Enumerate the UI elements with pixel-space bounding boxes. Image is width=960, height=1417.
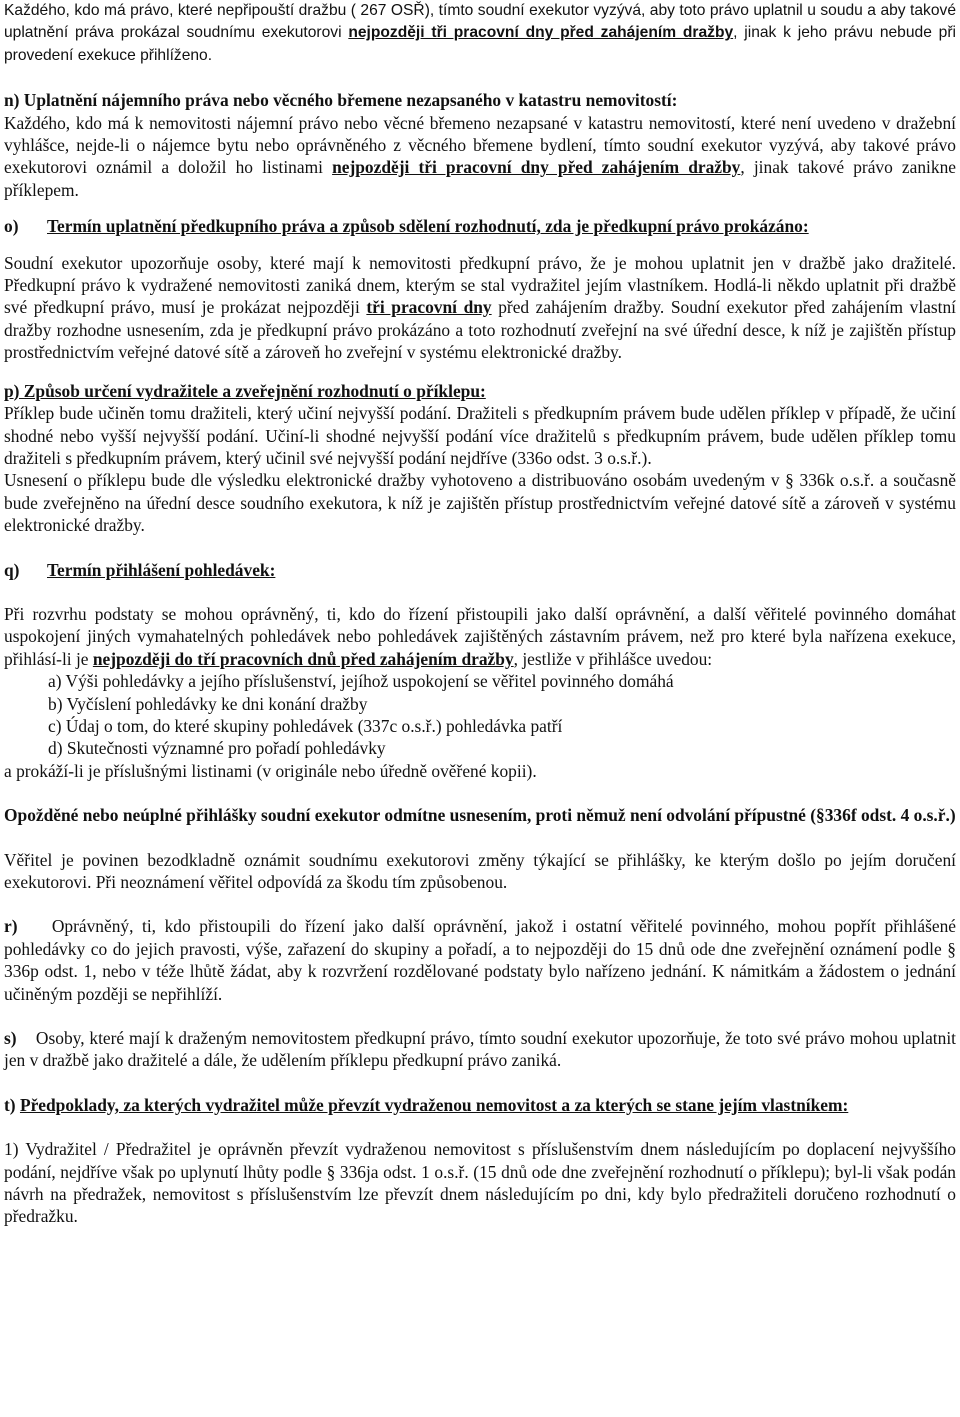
list-item: c) Údaj o tom, do které skupiny pohledávek (337c o.s.ř.) pohledávka patří [48,715,563,736]
section-o-heading [4,215,956,237]
section-title: Předpoklady, za kterých vydražitel může převzít vydraženou nemovitost a za kterých se stane jejím vlastníkem: [19,1094,849,1115]
section-t-paragraph-1: 1) Vydražitel / Předražitel je oprávněn převzít vydraženou nemovitost s příslušenstvím dnem následujícím po doplacení nejvyššího podání, nejdříve však po uplynutí lhůty podle § 336ja odst. 1 o.s.ř. (15 dnů ode dne zveřejnění rozhodnutí o příklepu); byl-li však podán návrh na předražek, nemovitost s příslušenstvím lze převzít dnem následujícím po dni, kdy bylo předražiteli doručeno rozhodnutí o předražku. [4,1139,956,1227]
text-run: Každého, kdo má k nemovitosti nájemní právo nebo věcné břemeno nezapsané v katastru nemovitostí, které není uvedeno v dražební vyhlášce, nejde-li o nájemce bytu nebo oprávněného z věcného břemene bydlení, tímto soudní exekutor vyzývá, aby takové právo exekutorovi oznámil a doložil ho listinami [4,112,956,178]
section-label: r) [4,916,18,937]
text-run: Každého, kdo má právo, které nepřipouští dražbu ( 267 OSŘ), tímto soudní exekutor vyzývá, aby toto právo uplatnil u soudu a aby takové uplatnění práva prokázal soudnímu exekutorovi [4,2,956,42]
section-q-paragraph [4,603,956,670]
list-item: b) Vyčíslení pohledávky ke dni konání dražby [48,693,368,714]
section-label: q) [4,559,20,580]
text-run: před zahájením dražby. Soudní exekutor před zahájením vlastní dražby rozhodne usnesením, zda je předkupní právo prokázáno a toto rozhodnutí zveřejní na své úřední desce, k níž je zajištěn přístup prostřednictvím veřejné datové sítě a zároveň ho zveřejní v systému elektronické dražby. [4,297,957,363]
section-r-paragraph [4,915,960,1005]
section-m-paragraph [4,0,956,67]
list-item: a) Výši pohledávky a jejího příslušenství, jejíhož uspokojení se věřitel povinného domáhá [48,671,674,692]
deadline-emphasis: nejpozději do tří pracovních dnů před zahájením dražby [92,648,514,669]
section-p-heading: p) Způsob určení vydražitele a zveřejnění rozhodnutí o příklepu: [4,380,486,401]
text-run: Soudní exekutor upozorňuje osoby, které mají k nemovitosti předkupní právo, že je mohou uplatnit jen v dražbě jako dražitelé. Předkupní právo k vydražené nemovitosti zaniká dnem, kterým se stal vydražitel jejím vlastníkem. Hodlá-li někdo uplatnit při dražbě své předkupní právo, musí je prokázat nejpozději [4,252,956,318]
text-run: , jinak k jeho právu nebude při provedení exekuce přihlíženo. [4,24,956,64]
section-p-paragraph-2: Usnesení o příklepu bude dle výsledku elektronické dražby vyhotoveno a distribuováno osobám uvedeným v § 336k o.s.ř. a současně bude zveřejněno na úřední desce soudního exekutora, k níž je zajištěn přístup prostřednictvím veřejné datové sítě a zároveň v systému elektronické dražby. [4,470,956,536]
text-run: , jinak takové právo zanikne příklepem. [4,157,956,200]
section-label: t) [4,1094,16,1115]
claim-requirements-list [4,670,956,760]
deadline-emphasis: tři pracovní dny [366,297,492,318]
creditor-duty-paragraph: Věřitel je povinen bezodkladně oznámit soudnímu exekutorovi změny týkající se přihlášky, ke kterým došlo po jejím doručení exekutorovi. Při neoznámení věřitel odpovídá za škodu tím způsobenou. [4,849,956,892]
deadline-emphasis: nejpozději tři pracovní dny před zahájením dražby [332,157,741,178]
list-item: d) Skutečnosti významné pro pořadí pohledávky [48,738,386,759]
text-run: Oprávněný, ti, kdo přistoupili do řízení jako další oprávnění, jakož i ostatní věřitelé povinného, mohou popřít přihlášené pohledávky co do jejich pravosti, výše, zařazení do skupiny a pořadí, a to nejpozději do 15 dnů ode dne zveřejnění oznámení podle § 336p odst. 1, nebo v téže lhůtě žádat, aby k rozvržení rozdělované podstaty bylo nařízeno jednání. K námitkám a žádostem o jednání učiněným později se nepřihlíží. [4,916,960,1004]
section-label: o) [4,216,19,237]
section-t-heading [4,1094,956,1116]
section-n-heading: n) Uplatnění nájemního práva nebo věcného břemene nezapsaného v katastru nemovitostí: [4,90,678,111]
late-claims-notice: Opožděné nebo neúplné přihlášky soudní exekutor odmítne usnesením, proti němuž není odvolání přípustné (§336f odst. 4 o.s.ř.) [4,805,956,826]
section-title: Termín přihlášení pohledávek: [47,559,276,580]
text-run: Při rozvrhu podstaty se mohou oprávněný, ti, kdo do řízení přistoupili jako další oprávnění, a další věřitelé povinného domáhat uspokojení jiných vymahatelných pohledávek nebo pohledávek zajištěných zástavním právem, než pro které byla nařízena exekuce, přihlásí-li je [4,603,956,669]
section-s-paragraph [4,1027,960,1072]
deadline-emphasis: nejpozději tři pracovní dny před zahájením dražby [348,24,734,42]
section-title: Termín uplatnění předkupního práva a způsob sdělení rozhodnutí, zda je předkupní právo prokázáno: [47,216,809,237]
text-run: , jestliže v přihlášce uvedou: [513,648,713,669]
text-run: Osoby, které mají k draženým nemovitostem předkupní právo, tímto soudní exekutor upozorňuje, že toto své právo mohou uplatnit jen v dražbě jako dražitelé a dále, že udělením příklepu předkupní právo zaniká. [4,1028,960,1071]
section-o-paragraph [4,252,956,364]
section-label: s) [4,1028,17,1049]
section-n-paragraph [4,112,956,202]
section-q-heading [4,559,956,581]
section-q-closing: a prokáží-li je příslušnými listinami (v originále nebo úředně ověřené kopii). [4,760,537,781]
section-p-paragraph-1: Příklep bude učiněn tomu dražiteli, který učiní nejvyšší podání. Dražiteli s předkupním právem bude udělen příklep v případě, že učiní shodné nebo vyšší nejvyšší podání. Učiní-li shodné nejvyšší podání více dražitelů s předkupním právem, bude udělen příklep tomu dražiteli s předkupním právem, který učinil své nejvyšší podání nejdříve (336o odst. 3 o.s.ř.). [4,403,956,468]
